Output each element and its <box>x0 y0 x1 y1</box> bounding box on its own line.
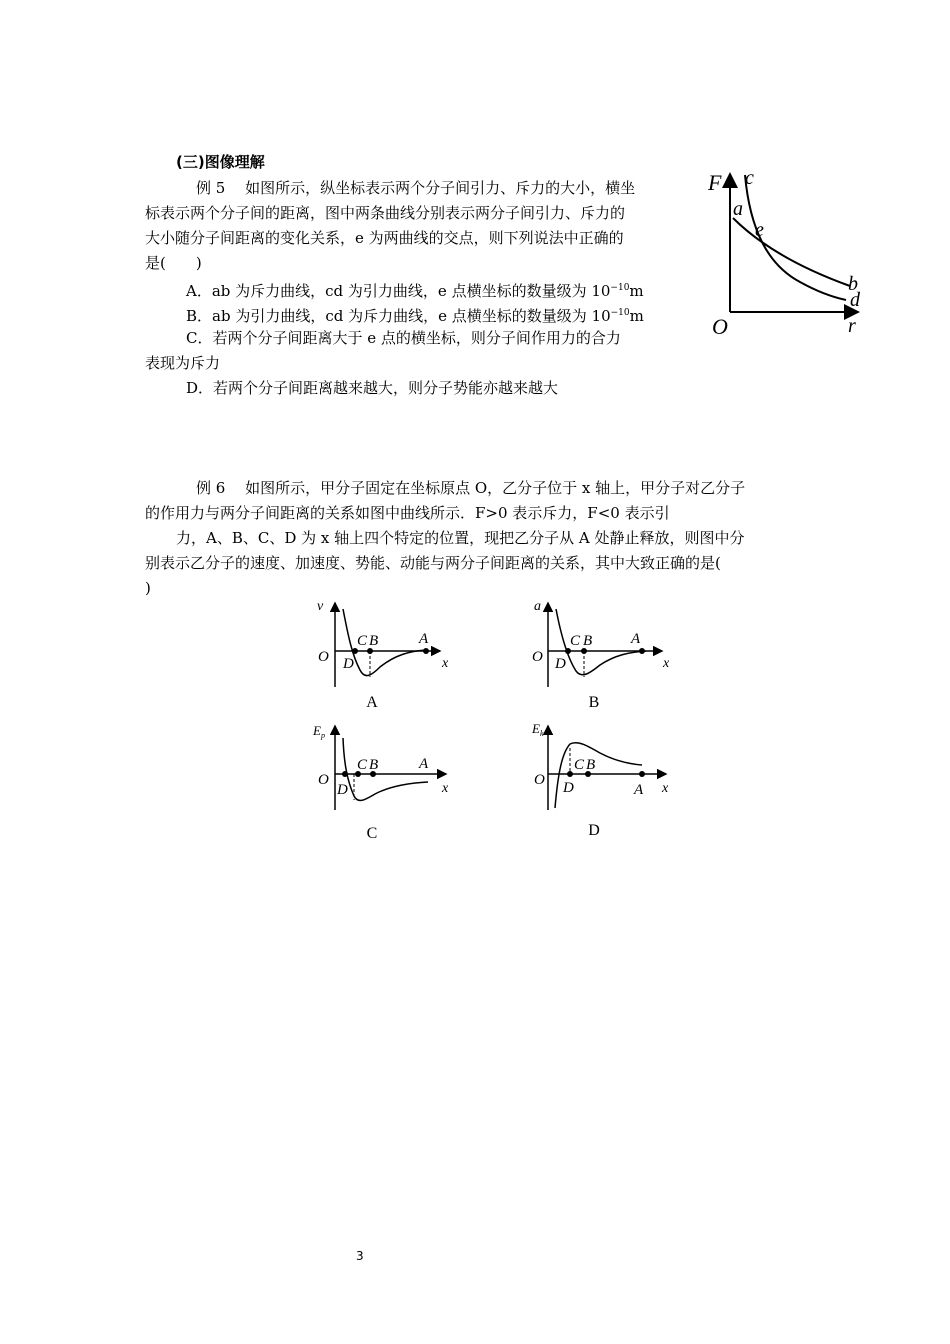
ex5-option-a: A．ab 为斥力曲线，cd 为引力曲线，e 点横坐标的数量级为 $10^{-10}m$ <box>186 282 644 300</box>
ex6-line1: 例 6 如图所示，甲分子固定在坐标原点 O，乙分子位于 x 轴上，甲分子对乙分子 <box>196 479 746 497</box>
svg-text:Ek: $E_k$ <box>532 721 544 738</box>
ex5-line1: 例 5 如图所示，纵坐标表示两个分子间引力、斥力的大小，横坐 <box>196 179 636 197</box>
ex6-panel-a-graph <box>310 595 470 695</box>
svg-text:A: A <box>419 631 429 647</box>
svg-text:v: v <box>317 599 324 614</box>
svg-text:A: A <box>634 782 644 798</box>
ex6-panel-b-graph <box>530 595 690 695</box>
svg-text:a: a <box>534 599 541 614</box>
svg-text:O: O <box>318 772 329 788</box>
svg-text:A: A <box>419 756 429 772</box>
ex6-panel-c-graph <box>310 718 470 818</box>
svg-text:O: O <box>534 772 545 788</box>
ex5-label-r: r <box>848 315 856 337</box>
svg-text:Ep: $E_p$ <box>313 723 325 740</box>
svg-text:A: A <box>631 631 641 647</box>
ex5-line4: 是( ) <box>145 254 202 272</box>
ex6-panel-a-label: A <box>366 694 378 711</box>
svg-text:D: D <box>563 780 574 796</box>
svg-text:x: x <box>442 656 449 671</box>
ex5-option-b: B．ab 为引力曲线，cd 为斥力曲线，e 点横坐标的数量级为 $10^{-10}m$ <box>186 307 644 325</box>
ex5-label-a: a <box>733 198 743 220</box>
svg-text:D: D <box>343 656 354 672</box>
svg-text:B: B <box>583 633 593 649</box>
ex6-panel-b-label: B <box>588 694 600 711</box>
ex5-line2: 标表示两个分子间的距离，图中两条曲线分别表示两分子间引力、斥力的 <box>145 204 626 222</box>
svg-text:C: C <box>570 633 581 649</box>
ex5-label-e: e <box>755 219 764 241</box>
ex5-force-graph <box>700 160 875 345</box>
ex5-label-c: c <box>745 167 754 189</box>
page-number: 3 <box>356 1249 364 1263</box>
svg-text:B: B <box>586 757 596 773</box>
ex5-label-b: b <box>848 273 858 295</box>
ex5-label-d: d <box>850 289 860 311</box>
svg-text:x: x <box>442 781 449 796</box>
svg-text:C: C <box>574 757 585 773</box>
ex6-line5: ) <box>145 579 151 597</box>
ex5-line3: 大小随分子间距离的变化关系，e 为两曲线的交点，则下列说法中正确的 <box>145 229 624 247</box>
ex5-label-O: O <box>712 314 728 339</box>
ex5-option-c-line1: C．若两个分子间距离大于 e 点的横坐标，则分子间作用力的合力 <box>186 329 621 347</box>
svg-text:O: O <box>318 649 329 665</box>
svg-text:C: C <box>357 633 368 649</box>
ex5-option-c-line2: 表现为斥力 <box>145 354 221 372</box>
svg-text:D: D <box>555 656 566 672</box>
section-title: (三)图像理解 <box>176 153 265 171</box>
ex6-line2: 的作用力与两分子间距离的关系如图中曲线所示．F>0 表示斥力，F<0 表示引 <box>145 504 670 522</box>
svg-text:O: O <box>532 649 543 665</box>
ex6-panel-d-label: D <box>588 822 600 839</box>
ex6-line3: 力，A、B、C、D 为 x 轴上四个特定的位置，现把乙分子从 A 处静止释放，则图中分 <box>176 529 745 547</box>
svg-text:C: C <box>357 757 368 773</box>
svg-text:D: D <box>337 782 348 798</box>
ex6-panel-d-graph <box>530 718 690 818</box>
ex5-option-d: D．若两个分子间距离越来越大，则分子势能亦越来越大 <box>186 379 559 397</box>
svg-text:B: B <box>369 633 379 649</box>
svg-text:B: B <box>369 757 379 773</box>
svg-text:x: x <box>663 656 670 671</box>
ex6-panel-c-label: C <box>366 825 378 842</box>
ex5-label-F: F <box>708 170 722 195</box>
ex6-line4: 别表示乙分子的速度、加速度、势能、动能与两分子间距离的关系，其中大致正确的是( <box>145 554 721 572</box>
svg-text:x: x <box>662 781 669 796</box>
